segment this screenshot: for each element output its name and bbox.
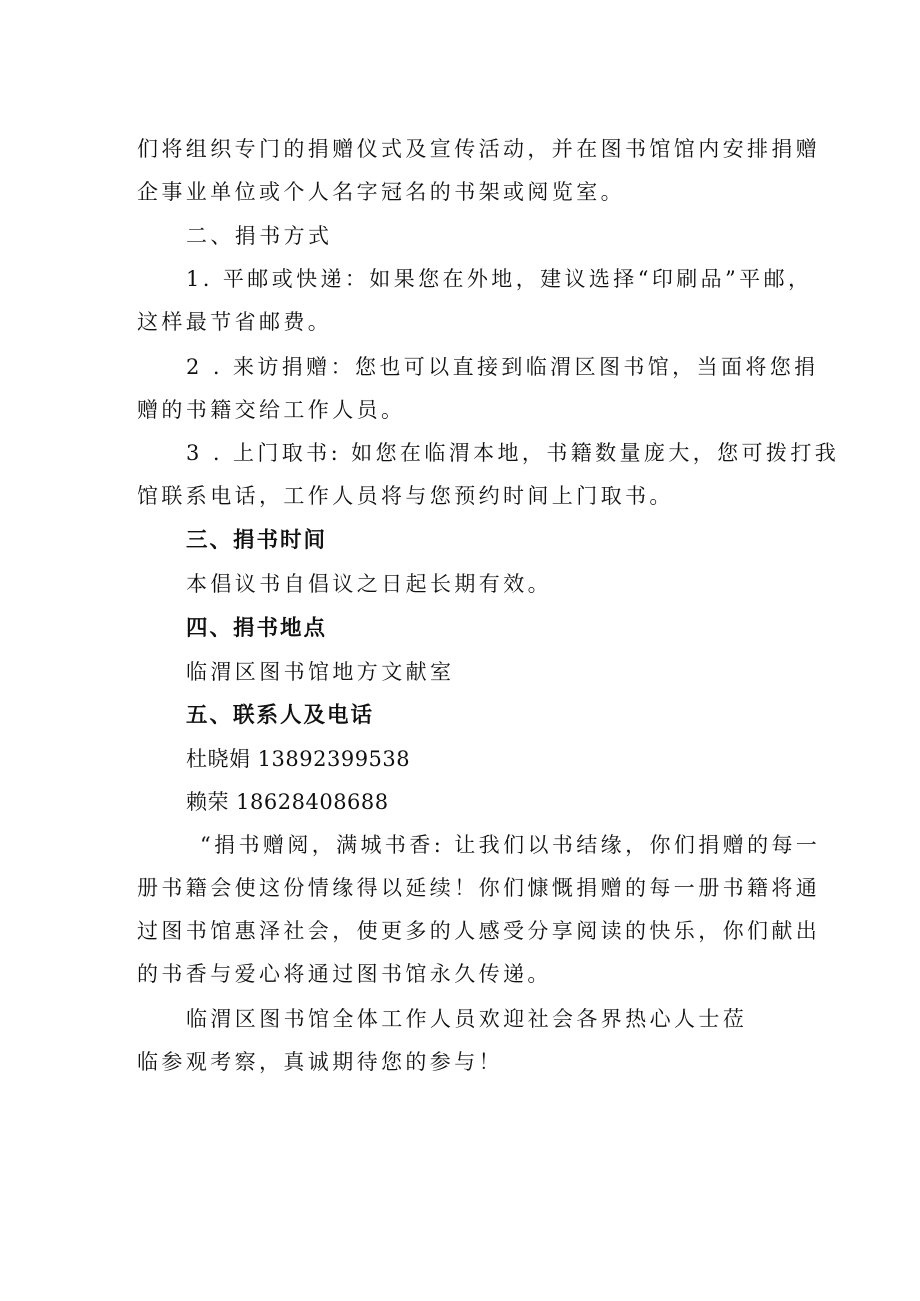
welcome-line-1: 临渭区图书馆全体工作人员欢迎社会各界热心人士莅 (186, 1007, 748, 1031)
donation-location-text: 临渭区图书馆地方文献室 (186, 660, 455, 684)
welcome-paragraph (137, 998, 747, 1084)
closing-line-3: 过图书馆惠泽社会，使更多的人感受分享阅读的快乐，你们献出 (137, 919, 821, 943)
method-item-mail (137, 258, 812, 344)
method-item-visit-line-2: 赠的书籍交给工作人员。 (137, 398, 406, 422)
method-item-pickup (137, 432, 839, 518)
intro-line-1: 们将组织专门的捐赠仪式及宣传活动，并在图书馆馆内安排捐赠 (137, 137, 821, 161)
contact-1: 杜晓娟 13892399538 (186, 747, 411, 771)
intro-paragraph (137, 128, 820, 214)
contact-2: 赖荣 18628408688 (186, 790, 389, 814)
method-item-pickup-line-1: 3 . 上门取书: 如您在临渭本地，书籍数量庞大，您可拨打我 (186, 441, 840, 465)
closing-line-2: 册书籍会使这份情缘得以延续！你们慷慨捐赠的每一册书籍将通 (137, 876, 821, 900)
welcome-line-2: 临参观考察，真诚期待您的参与！ (137, 1050, 503, 1074)
method-item-pickup-line-2: 馆联系电话，工作人员将与您预约时间上门取书。 (137, 484, 674, 508)
closing-paragraph (137, 824, 820, 996)
section-heading-donation-time: 三、捐书时间 (186, 528, 328, 553)
method-item-visit (137, 346, 819, 432)
donation-time-text: 本倡议书自倡议之日起长期有效。 (186, 572, 552, 596)
section-heading-contacts: 五、联系人及电话 (186, 703, 375, 728)
section-heading-donation-location: 四、捐书地点 (186, 616, 328, 641)
method-item-mail-line-2: 这样最节省邮费。 (137, 310, 333, 334)
section-heading-donation-methods: 二、捐书方式 (186, 224, 333, 248)
method-item-mail-line-1: 1. 平邮或快递：如果您在外地，建议选择“印刷品”平邮， (186, 267, 813, 291)
intro-line-2: 企事业单位或个人名字冠名的书架或阅览室。 (137, 180, 625, 204)
closing-line-1: “捐书赠阅，满城书香: 让我们以书结缘，你们捐赠的每一 (200, 833, 821, 857)
method-item-visit-line-1: 2 . 来访捐赠：您也可以直接到临渭区图书馆，当面将您捐 (186, 355, 819, 379)
closing-line-4: 的书香与爱心将通过图书馆永久传递。 (137, 962, 552, 986)
